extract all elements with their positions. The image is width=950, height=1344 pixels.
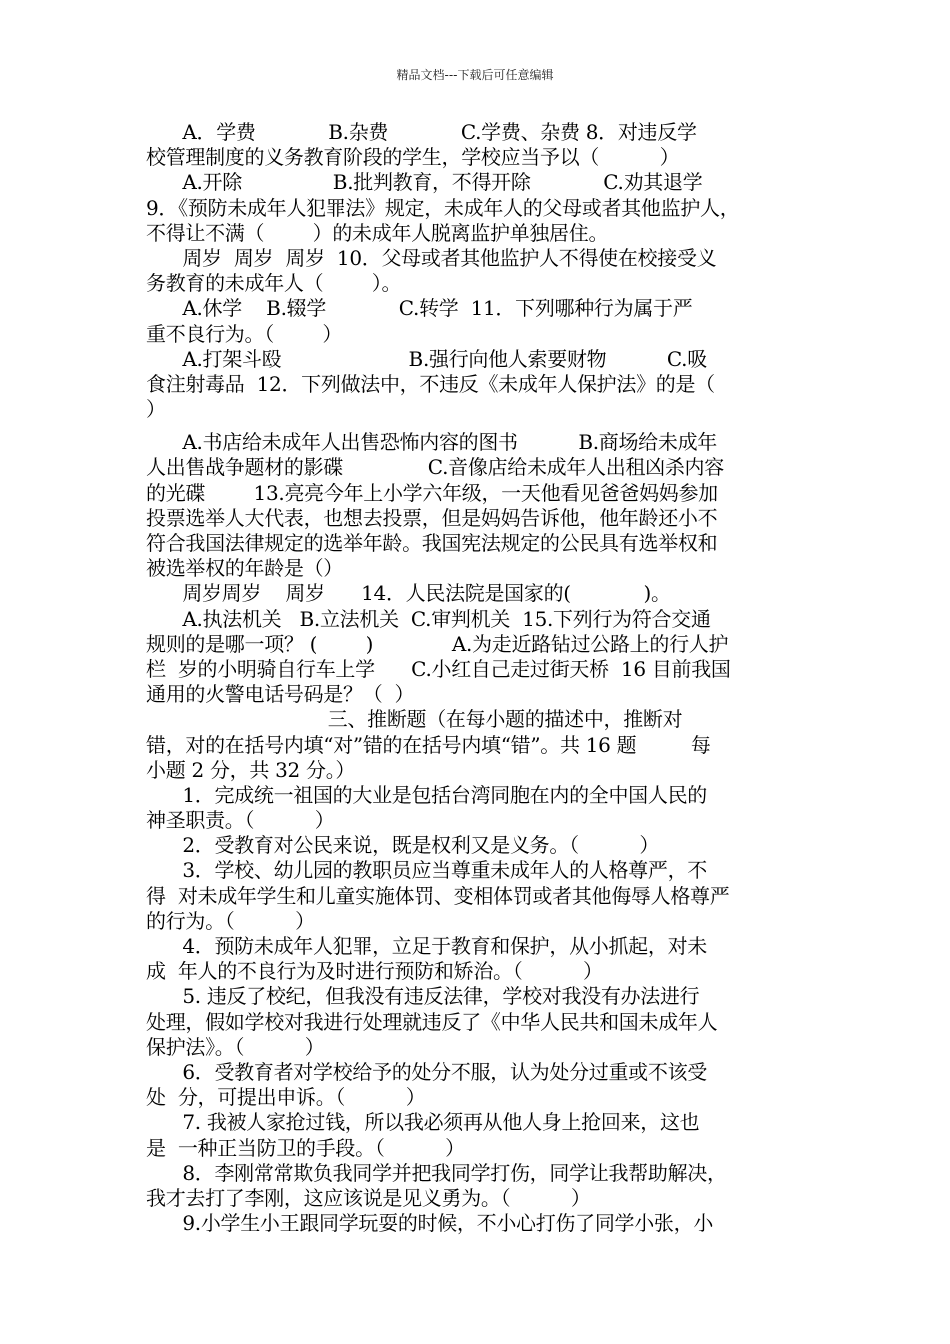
page-header: 精品文档---下载后可任意编辑 bbox=[396, 68, 554, 82]
text-line: 务教育的未成年人（ ）。 bbox=[146, 271, 402, 296]
text-line: 错，对的在括号内填“对”错的在括号内填“错”。共 16 题 每 bbox=[146, 732, 711, 757]
text-line: 2．受教育对公民来说，既是权利又是义务。（ ） bbox=[146, 833, 660, 858]
text-line: 6．受教育者对学校给予的处分不服，认为处分过重或不该受 bbox=[146, 1059, 707, 1084]
text-line: A．学费 B.杂费 C.学费、杂费 8．对违反学 bbox=[146, 120, 697, 144]
paragraph-gap bbox=[146, 422, 812, 430]
text-line: 三、推断题（在每小题的描述中，推断对 bbox=[146, 707, 683, 732]
text-line: A.打架斗殴 B.强行向他人索要财物 C.吸 bbox=[146, 346, 707, 371]
text-line: A.书店给未成年人出售恐怖内容的图书 B.商场给未成年 bbox=[146, 430, 717, 455]
text-line: 通用的火警电话号码是？（ ） bbox=[146, 682, 415, 707]
text-line: 小题 2 分，共 32 分。） bbox=[146, 757, 356, 782]
document-body bbox=[146, 120, 812, 1236]
text-line: 神圣职责。（ ） bbox=[146, 808, 335, 833]
text-line: 4．预防未成年人犯罪，立足于教育和保护，从小抓起，对未 bbox=[146, 934, 707, 958]
text-line: 的行为。（ ） bbox=[146, 908, 315, 933]
text-line: 人出售战争题材的影碟 C.音像店给未成年人出租凶杀内容 bbox=[146, 455, 724, 480]
text-line: 周岁 周岁 周岁 10．父母或者其他监护人不得使在校接受义 bbox=[146, 245, 717, 270]
text-line: 7. 我被人家抢过钱，所以我必须再从他人身上抢回来，这也 bbox=[146, 1110, 700, 1135]
text-line: 3．学校、幼儿园的教职员应当尊重未成年人的人格尊严，不 bbox=[146, 858, 707, 883]
text-line: 符合我国法律规定的选举年龄。我国宪法规定的公民具有选举权和 bbox=[146, 531, 718, 555]
text-line: 被选举权的年龄是（） bbox=[146, 556, 343, 581]
text-line: 得 对未成年学生和儿童实施体罚、变相体罚或者其他侮辱人格尊严 bbox=[146, 883, 730, 908]
text-line: 重不良行为。（ ） bbox=[146, 321, 343, 346]
text-line: 规则的是哪一项？ ( ) A.为走近路钻过公路上的行人护 bbox=[146, 631, 729, 656]
text-line: 1．完成统一祖国的大业是包括台湾同胞在内的全中国人民的 bbox=[146, 782, 707, 807]
text-line: A.休学 B.辍学 C.转学 11．下列哪种行为属于严 bbox=[146, 296, 693, 321]
text-line: 不得让不满（ ）的未成年人脱离监护单独居住。 bbox=[146, 220, 609, 245]
text-line: 成 年人的不良行为及时进行预防和矫治。（ ） bbox=[146, 959, 603, 984]
text-line: 9．《预防未成年人犯罪法》规定，未成年人的父母或者其他监护人， bbox=[146, 195, 740, 220]
text-line: 9.小学生小王跟同学玩耍的时候，不小心打伤了同学小张，小 bbox=[146, 1211, 714, 1236]
text-line: 处理，假如学校对我进行处理就违反了《中华人民共和国未成年人 bbox=[146, 1009, 718, 1034]
text-line: 8．李刚常常欺负我同学并把我同学打伤，同学让我帮助解决， bbox=[146, 1160, 727, 1185]
text-line: 周岁周岁 周岁 14．人民法院是国家的( )。 bbox=[146, 581, 671, 606]
text-line: A.执法机关 B.立法机关 C.审判机关 15.下列行为符合交通 bbox=[146, 606, 711, 631]
text-line: 保护法》。（ ） bbox=[146, 1034, 325, 1059]
text-line: 5. 违反了校纪，但我没有违反法律，学校对我没有办法进行 bbox=[146, 984, 700, 1009]
text-line: 投票选举人大代表，也想去投票，但是妈妈告诉他，他年龄还小不 bbox=[146, 505, 718, 530]
text-line: 我才去打了李刚，这应该说是见义勇为。（ ） bbox=[146, 1185, 591, 1210]
text-line: 是 一种正当防卫的手段。（ ） bbox=[146, 1135, 465, 1160]
text-line: A.开除 B.批判教育，不得开除 C.劝其退学 bbox=[146, 170, 703, 195]
text-line: 的光碟 13.亮亮今年上小学六年级，一天他看见爸爸妈妈参加 bbox=[146, 480, 718, 505]
text-line: 校管理制度的义务教育阶段的学生，学校应当予以（ ） bbox=[146, 145, 680, 170]
text-line: 栏 岁的小明骑自行车上学 C.小红自己走过街天桥 16 目前我国 bbox=[146, 656, 731, 681]
text-line: 食注射毒品 12．下列做法中，不违反《未成年人保护法》的是（ bbox=[146, 371, 715, 396]
text-line: ） bbox=[146, 397, 166, 422]
text-line: 处 分，可提出申诉。（ ） bbox=[146, 1085, 426, 1110]
